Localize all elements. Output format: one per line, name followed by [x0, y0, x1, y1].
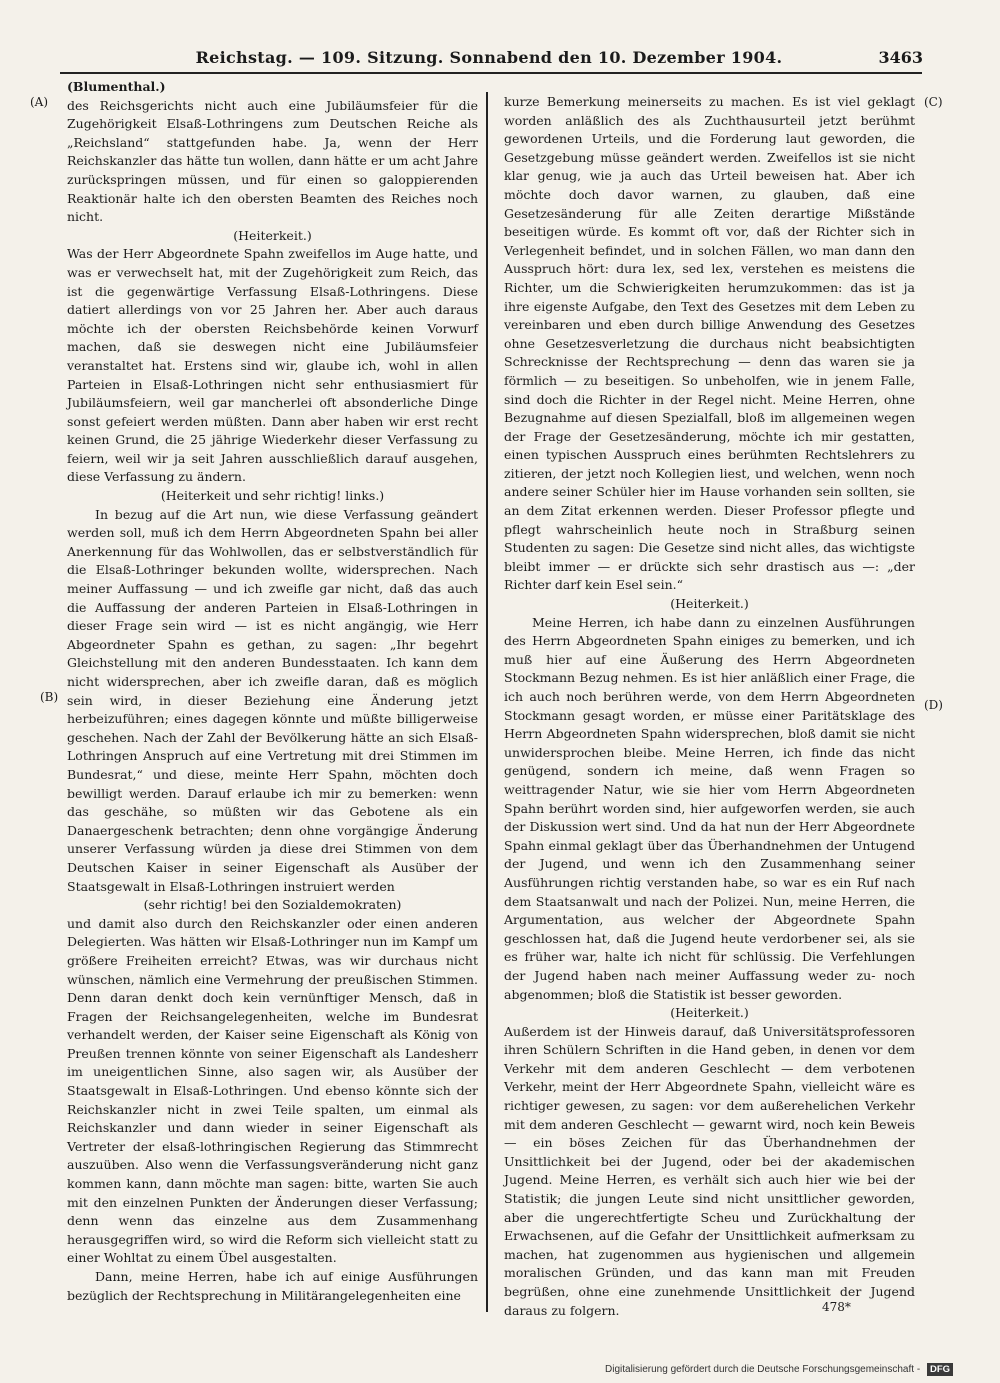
paragraph: Was der Herr Abgeordnete Spahn zweifellos im Auge hatte, und was er verwechselt hat, mit der Zugehörigkeit zum Reich, das ist die gegenwärtige Verfassung Elsaß-Lothringens. Diese datiert allerdings von vor 25 Jahren her. Aber auch daraus möchte ich der obersten Reichsbehörde keinen Vorwurf machen, daß sie deswegen nicht eine Jubiläumsfeier veranstaltet hat. Erstens sind wir, glaube ich, wohl in allen Parteien in Elsaß-Lothringen nicht sehr enthusiasmiert für Jubiläumsfeiern, weil gar mancherlei oft absonderliche Dinge sonst gefeiert werden müßten. Dann aber haben wir erst recht keinen Grund, die 25 jährige Wiederkehr dieser Verfassung zu feiern, weil wir ja seit Jahren ausschließlich darauf ausgehen, diese Verfassung zu ändern.: [67, 246, 478, 485]
margin-label-d: (D): [924, 698, 943, 712]
paragraph: des Reichsgerichts nicht auch eine Jubiläumsfeier für die Zugehörigkeit Elsaß-Lothringens zum Deutschen Reiche als „Reichsland“ stattgefunden habe. Ja, wenn der Herr Reichskanzler das hätte tun wollen, dann hätte er um acht Jahre zurückspringen müssen, und für einen so galoppierenden Reaktionär halte ich den obersten Beamten des Reiches noch nicht.: [67, 97, 478, 225]
interjection: (Heiterkeit.): [670, 596, 749, 612]
interjection: (Heiterkeit.): [233, 227, 312, 243]
header-title: Reichstag. — 109. Sitzung. Sonnabend den 10. Dezember 1904.: [195, 48, 783, 67]
paragraph: und damit also durch den Reichskanzler oder einen anderen Delegierten. Was hätten wir Elsaß-Lothringer nun im Kampf um größere Freiheiten erreicht? Etwas, was wir durchaus nicht wünschen, nämlich eine Vermehrung der preußischen Stimmen. Denn daran denkt doch kein vernünftiger Mensch, daß in Fragen der Reichsangelegenheiten, welche im Bundesrat verhandelt werden, der Kaiser seine Eigenschaft als König von Preußen trennen könnte von seiner Eigenschaft als Landesherr im uneigentlichen Sinne, also sagen wir, als Ausüber der Staatsgewalt in Elsaß-Lothringen. Und ebenso könnte sich der Reichskanzler nicht in zwei Teile spalten, um einmal als Reichskanzler und dann wieder in seiner Eigenschaft als Vertreter der elsaß-lothringischen Regierung das Stimmrecht auszuüben. Also wenn die Verfassungsveränderung nicht ganz kommen kann, dann möchte man sagen: bitte, warten Sie auch mit den einzelnen Punkten der Änderungen dieser Verfassung; denn wenn das einzelne aus dem Zusammenhang herausgegriffen wird, so wird die Reform sich vielleicht statt zu einer Wohltat zu einem Übel ausgestalten.: [67, 915, 478, 1266]
signature-mark: 478*: [822, 1300, 851, 1314]
paragraph: Meine Herren, ich habe dann zu einzelnen Ausführungen des Herrn Abgeordneten Spahn einiges zu bemerken, und ich muß hier auf eine Äußerung des Herrn Abgeordneten Stockmann Bezug nehmen. Es ist hier anläßlich einer Frage, die ich auch noch berühren werde, von dem Herrn Abgeordneten Stockmann gesagt worden, er müsse einer Paritätsklage des Herrn Abgeordneten Spahn widersprechen, bloß damit sie nicht unwidersprochen bleibe. Meine Herren, ich finde das nicht genügend, sondern ich meine, daß wenn Fragen so weittragender Natur, wie sie hier vom Herrn Abgeordneten Spahn berührt worden sind, hier aufgeworfen werden, sie auch der Diskussion wert sind. Und da hat nun der Herr Abgeordnete Spahn einmal geklagt über das Überhandnehmen der Untugend der Jugend, und wenn ich den Zusammenhang seiner Ausführungen richtig verstanden habe, so war es ein Ruf nach dem Staatsanwalt und nach der Polizei. Nun, meine Herren, die Argumentation, aus welcher der Abgeordnete Spahn geschlossen hat, daß die Jugend heute verdorbener sei, als sie es früher war, halte ich nicht für schlüssig. Die Verfehlungen der Jugend haben nach meiner Auffassung weder zu- noch abgenommen; bloß die Statistik ist besser geworden.: [504, 614, 915, 1002]
interjection: (Heiterkeit.): [670, 1005, 749, 1021]
paragraph: Außerdem ist der Hinweis darauf, daß Universitätsprofessoren ihren Schülern Schriften in die Hand geben, in denen vor dem Verkehr mit dem anderen Geschlecht — dem verbotenen Verkehr, meint der Herr Abgeordnete Spahn, vielleicht wäre es richtiger gewesen, zu sagen: vor dem außerehelichen Verkehr mit dem anderen Geschlecht — gewarnt wird, noch kein Beweis — ein böses Zeichen für das Überhandnehmen der Unsittlichkeit bei der Jugend, oder bei der akademischen Jugend. Meine Herren, es verhält sich auch hier wie bei der Statistik; die jungen Leute sind nicht unsittlicher geworden, aber die ungerechtfertigte Scheu und Zurückhaltung der Erwachsenen, auf die Gefahr der Unsittlichkeit aufmerksam zu machen, hat zugenommen aus hygienischen und allgemein moralischen Gründen, und das kann man mit Freuden begrüßen, ohne eine zunehmende Unsittlichkeit der Jugend daraus zu folgern.: [504, 1023, 915, 1318]
margin-label-b: (B): [40, 690, 59, 704]
margin-label-a: (A): [30, 95, 49, 109]
column-divider: [486, 92, 488, 1312]
speaker-name: (Blumenthal.): [67, 79, 166, 94]
interjection: (Heiterkeit und sehr richtig! links.): [160, 488, 385, 504]
page-number: 3463: [878, 48, 923, 67]
left-column: [67, 78, 478, 1305]
dfg-logo: DFG: [927, 1363, 953, 1376]
header-rule: [60, 72, 922, 74]
right-column: [504, 93, 915, 1320]
interjection: (sehr richtig! bei den Sozialdemokraten): [143, 897, 402, 913]
paragraph: kurze Bemerkung meinerseits zu machen. Es ist viel geklagt worden anläßlich des als Zuchthausurteil jetzt berühmt gewordenen Urteils, und die Forderung laut geworden, die Gesetzgebung müsse geändert werden. Zweifellos ist sie nicht klar genug, wie ja auch das Urteil beweisen hat. Aber ich möchte doch davor warnen, zu glauben, daß eine Gesetzesänderung für alle Zeiten derartige Mißstände beseitigen würde. Es kommt oft vor, daß der Richter sich in Verlegenheit befindet, und in solchen Fällen, wo man dann den Ausspruch hört: dura lex, sed lex, verstehen es meistens die Richter, um die Schwierigkeiten herumzukommen: das ist ja ihre eigenste Aufgabe, den Text des Gesetzes mit dem Leben zu vereinbaren und eben durch billige Anwendung des Gesetzes ohne Gesetzesverletzung die durchaus nicht beabsichtigten Schrecknisse der Rechtsprechung — denn das waren sie ja förmlich — zu beseitigen. So unbeholfen, wie in jenem Falle, sind doch die Richter in der Regel nicht. Meine Herren, ohne Bezugnahme auf diesen Spezialfall, bloß im allgemeinen wegen der Frage der Gesetzesänderung, möchte ich mir gestatten, einen typischen Ausspruch eines berühmten Rechtslehrers zu zitieren, der jetzt noch Kollegien liest, und welchen, wenn noch andere seiner Schüler hier im Hause vorhanden sein sollten, sie an dem Zitat erkennen werden. Dieser Professor pflegte und pflegt wahrscheinlich heute noch in Straßburg seinen Studenten zu sagen: Die Gesetze sind nicht alles, das wichtigste bleibt immer — er drückte sich sehr drastisch aus —: „der Richter darf kein Esel sein.“: [504, 94, 915, 593]
footer: [605, 1363, 985, 1379]
paragraph: Dann, meine Herren, habe ich auf einige Ausführungen bezüglich der Rechtsprechung in Militärangelegenheiten eine: [67, 1269, 478, 1303]
footer-text: Digitalisierung gefördert durch die Deutsche Forschungsgemeinschaft -: [605, 1364, 921, 1375]
paragraph: In bezug auf die Art nun, wie diese Verfassung geändert werden soll, muß ich dem Herrn Abgeordneten Spahn bei aller Anerkennung für das Wohlwollen, das er selbstverständlich für die Elsaß-Lothringer bekunden wollte, widersprechen. Nach meiner Auffassung — und ich zweifle gar nicht, daß das auch die Auffassung der anderen Parteien in Elsaß-Lothringen in dieser Frage sein wird — ist es nicht angängig, wie Herr Abgeordneter Spahn es gethan, zu sagen: „Ihr begehrt Gleichstellung mit den anderen Bundesstaaten. Ich kann dem nicht widersprechen, aber ich zweifle daran, daß es möglich sein wird, in dieser Beziehung eine Änderung jetzt herbeizuführen; eines dagegen könnte und müßte billigerweise geschehen. Nach der Zahl der Bevölkerung hätte an sich Elsaß-Lothringen Anspruch auf eine Vertretung mit drei Stimmen im Bundesrat,“ und diese, meinte Herr Spahn, möchten doch bewilligt werden. Darauf erlaube ich mir zu bemerken: wenn das geschähe, so müßten wir das Gebotene als ein Danaergeschenk betrachten; denn ohne vorgängige Änderung unserer Verfassung würden ja diese drei Stimmen von dem Deutschen Kaiser in seiner Eigenschaft als Ausüber der Staatsgewalt in Elsaß-Lothringen instruiert werden: [67, 506, 478, 894]
page-header: [55, 46, 923, 72]
margin-label-c: (C): [924, 95, 943, 109]
